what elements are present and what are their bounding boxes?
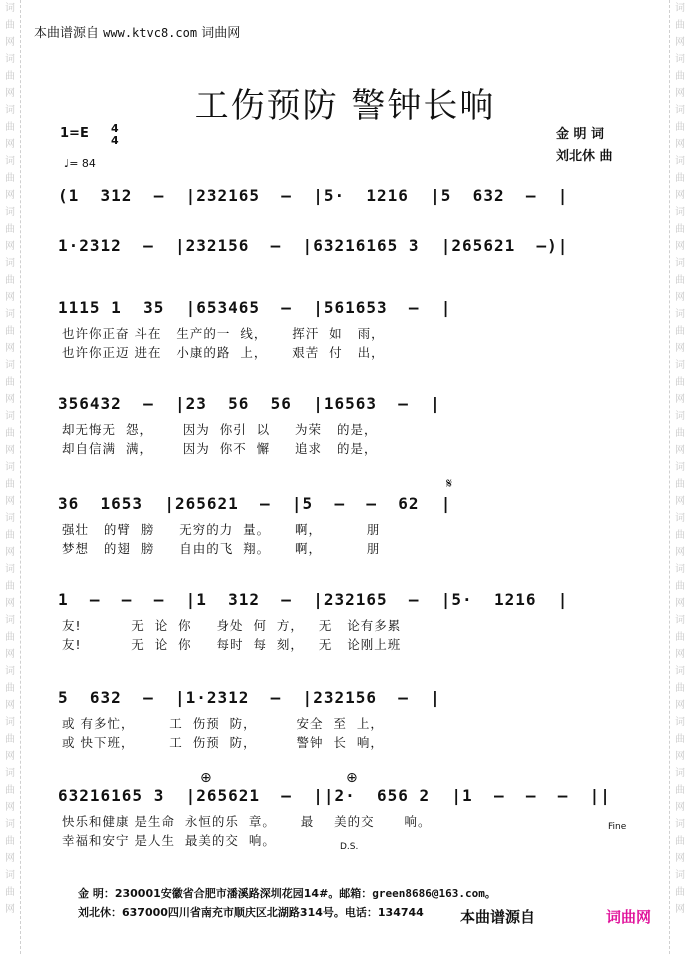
notes-line: 1 – – – |1 312 – |232165 – |5· 1216 | — [58, 590, 569, 609]
ds-marking: D.S. — [340, 842, 359, 852]
notes-line: 63216165 3 |265621 – ||2· 656 2 |1 – – – || — [58, 786, 611, 805]
source-header — [34, 22, 240, 41]
system-8 — [58, 786, 632, 850]
lyric-verse-2: 却自信满 满， 因为 你不 懈 追求 的是， — [62, 441, 378, 456]
notes-line: 5 632 – |1·2312 – |232156 – | — [58, 688, 441, 707]
source-site2: 词曲网 — [201, 26, 241, 41]
notes-line: 1·2312 – |232156 – |63216165 3 |265621 –)| — [58, 236, 569, 255]
system-6 — [58, 590, 632, 654]
coda-sign-1: ⊕ — [200, 770, 212, 786]
brand-left: 本曲谱源自 — [460, 908, 536, 926]
system-1 — [58, 186, 632, 212]
system-4 — [58, 394, 632, 458]
lyric-verse-1: 却无悔无 怨， 因为 你引 以 为荣 的是， — [62, 422, 378, 437]
time-bottom: 4 — [111, 134, 119, 147]
lyric-verse-2: 梦想 的翅 膀 自由的飞 翔。 啊， 朋 — [62, 541, 381, 556]
right-border — [669, 0, 670, 954]
source-url[interactable]: www.ktvc8.com — [103, 26, 198, 40]
notes-line: 36 1653 |265621 – |5 – – 62 | — [58, 494, 452, 513]
key-signature: 1=E — [60, 126, 89, 141]
lyric-verse-1: 强壮 的臂 膀 无穷的力 量。 啊， 朋 — [62, 522, 381, 537]
lyric-verse-1: 友! 无 论 你 身处 何 方， 无 论有多累 — [62, 618, 402, 633]
footer-email[interactable]: green8686@163.com。 — [372, 887, 496, 900]
lyric-verse-2: 友! 无 论 你 每时 每 刻， 无 论刚上班 — [62, 637, 402, 652]
system-3 — [58, 298, 632, 362]
song-title: 工伤预防 警钟长响 — [194, 86, 496, 126]
lyric-verse-2: 或 快下班， 工 伤预 防， 警钟 长 响， — [62, 735, 384, 750]
notes-line: 356432 – |23 56 56 |16563 – | — [58, 394, 441, 413]
left-border — [20, 0, 21, 954]
credits — [556, 124, 613, 168]
right-watermark: 词曲网词曲网词曲网词曲网词曲网词曲网词曲网词曲网词曲网词曲网词曲网词曲网词曲网词曲网词曲网词曲网词曲网词曲网 — [675, 3, 685, 915]
fine-marking: Fine — [608, 822, 627, 832]
lyricist: 金 明 词 — [556, 127, 605, 142]
footer-text-2: 637000四川省南充市顺庆区北湖路314号。电话：134744 — [122, 906, 424, 919]
footer-line-2 — [78, 903, 496, 922]
tempo-marking: ♩= 84 — [64, 157, 96, 170]
notes-line: (1 312 – |232165 – |5· 1216 |5 632 – | — [58, 186, 569, 205]
footer-label-2: 刘北休： — [78, 906, 122, 919]
system-5 — [58, 494, 632, 558]
footer-label-1: 金 明： — [78, 887, 115, 900]
time-top: 4 — [111, 122, 119, 135]
composer: 刘北休 曲 — [556, 149, 613, 164]
segno-sign: 𝄋 — [446, 476, 453, 492]
footer-text-1: 230001安徽省合肥市潘溪路深圳花园14#。邮箱： — [114, 887, 373, 900]
lyric-verse-2: 幸福和安宁 是人生 最美的交 响。 — [62, 833, 276, 848]
footer-contacts — [78, 884, 496, 922]
system-2 — [58, 236, 632, 262]
notes-line: 1115 1 35 |653465 – |561653 – | — [58, 298, 452, 317]
coda-sign-2: ⊕ — [346, 770, 358, 786]
lyric-verse-1: 也许你正奋 斗在 生产的一 线， 挥汗 如 雨， — [62, 326, 385, 341]
lyric-verse-2: 也许你正迈 进在 小康的路 上， 艰苦 付 出， — [62, 345, 385, 360]
lyric-verse-1: 或 有多忙， 工 伤预 防， 安全 至 上， — [62, 716, 384, 731]
lyric-verse-1: 快乐和健康 是生命 永恒的乐 章。 最 美的交 响。 — [62, 814, 432, 829]
left-watermark: 词曲网词曲网词曲网词曲网词曲网词曲网词曲网词曲网词曲网词曲网词曲网词曲网词曲网词曲网词曲网词曲网词曲网词曲网 — [5, 3, 15, 915]
time-signature — [111, 123, 119, 147]
brand-right: 词曲网 — [606, 908, 652, 926]
source-site: 本曲谱源自 — [34, 26, 100, 41]
system-7 — [58, 688, 632, 752]
footer-line-1 — [78, 884, 496, 903]
